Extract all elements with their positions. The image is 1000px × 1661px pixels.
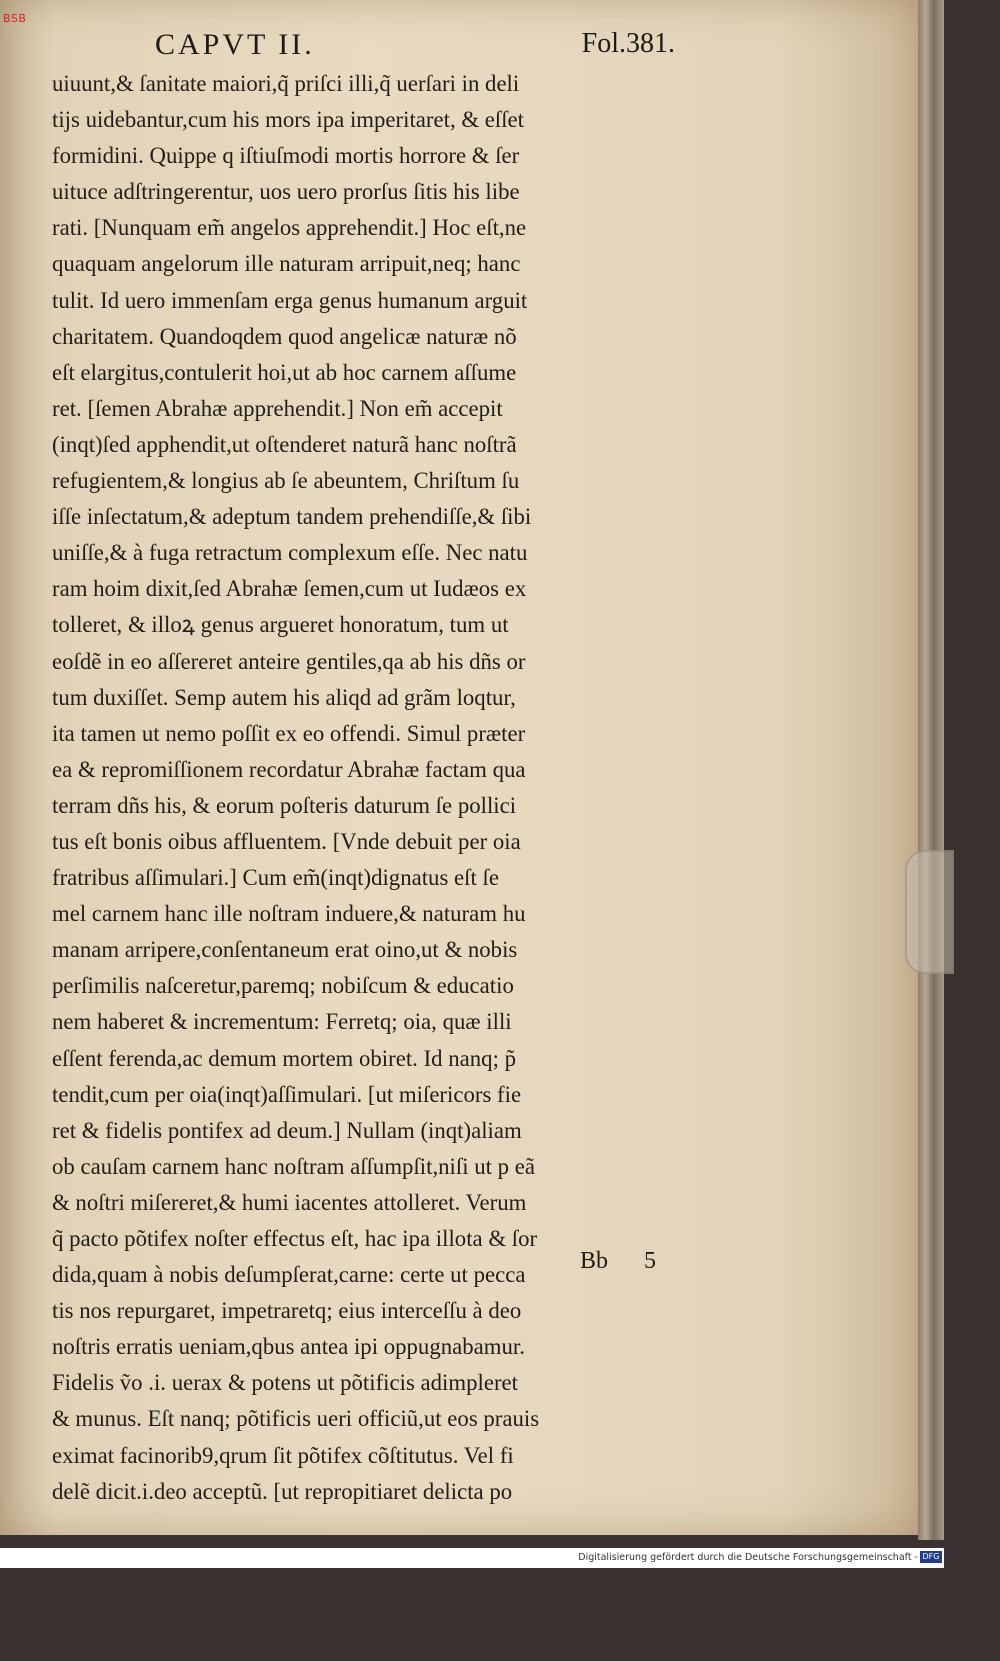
text-line: uituce adſtringerentur, uos uero prorſus ſitis his libe — [52, 179, 520, 205]
text-line: noſtris erratis ueniam,qbus antea ipi oppugnabamur. — [52, 1334, 525, 1360]
text-line: & noſtri miſereret,& humi iacentes attolleret. Verum — [52, 1189, 527, 1215]
text-line: tum duxiſſet. Semp autem his aliqd ad grãm loqtur, — [52, 684, 516, 710]
text-line: quaquam angelorum ille naturam arripuit,neq; hanc — [52, 251, 521, 277]
text-line: tulit. Id uero immenſam erga genus humanum arguit — [52, 287, 528, 313]
text-line: tus eſt bonis oibus affluentem. [Vnde debuit per oia — [52, 828, 521, 854]
text-line: (inqt)ſed apphendit,ut oſtenderet naturã hanc noſtrã — [52, 431, 517, 457]
text-line: tendit,cum per oia(inqt)aſſimulari. [ut miſericors fie — [52, 1081, 522, 1107]
text-line: Fidelis ṽo .i. uerax & potens ut põtificis adimpleret — [52, 1370, 518, 1396]
text-line: ita tamen ut nemo poſſit ex eo offendi. Simul præter — [52, 720, 526, 746]
text-line: delẽ dicit.i.deo acceptũ. [ut repropitiaret delicta po — [52, 1478, 513, 1504]
text-line: uiuunt,& ſanitate maiori,q̃ priſci illi,q̃ uerſari in deli — [52, 71, 520, 96]
dfg-logo: DFG — [920, 1551, 942, 1563]
text-line: terram dñs his, & eorum poſteris daturum ſe pollici — [52, 792, 517, 818]
text-line: tis nos repurgaret, impetraretq; eius interceſſu à deo — [52, 1298, 522, 1324]
text-line: manam arripere,conſentaneum erat oino,ut & nobis — [52, 937, 518, 963]
text-line: rati. [Nunquam em̃ angelos apprehendit.] Hoc eſt,ne — [52, 215, 527, 241]
text-line: uniſſe,& à fuga retractum complexum eſſe. Nec natu — [52, 540, 528, 566]
text-line: charitatem. Quandoqdem quod angelicæ naturæ nõ — [52, 323, 517, 349]
text-line: mel carnem hanc ille noſtram induere,& naturam hu — [52, 901, 526, 927]
library-watermark: BSB — [3, 12, 27, 25]
text-line: iſſe inſectatum,& adeptum tandem prehendiſſe,& ſibi — [52, 504, 532, 530]
text-line: ea & repromiſſionem recordatur Abrahæ factam qua — [52, 756, 526, 782]
text-line: eſt elargitus,contulerit hoi,ut ab hoc carnem aſſume — [52, 359, 517, 385]
footer-bar — [0, 1548, 944, 1568]
text-line: fratribus aſſimulari.] Cum em̃(inqt)dignatus eſt ſe — [52, 865, 499, 891]
text-line: refugientem,& longius ab ſe abeuntem, Chriſtum ſu — [52, 468, 520, 494]
text-line: q̃ pacto põtifex noſter effectus eſt, hac ipa illota & ſor — [52, 1226, 538, 1251]
text-line: eſſent ferenda,ac demum mortem obiret. Id nanq; p̃ — [52, 1045, 516, 1071]
page-header — [155, 28, 675, 64]
text-line: eoſdẽ in eo aſſereret anteire gentiles,qa ab his dñs or — [52, 648, 526, 674]
funding-credit: Digitalisierung gefördert durch die Deutsche Forschungsgemeinschaft - — [578, 1552, 918, 1563]
page-clip — [905, 850, 954, 974]
text-line: tijs uidebantur,cum his mors ipa imperitaret, & eſſet — [52, 107, 525, 133]
text-line: perſimilis naſceretur,paremq; nobiſcum & educatio — [52, 973, 514, 999]
text-line: nem haberet & incrementum: Ferretq; oia, quæ illi — [52, 1009, 512, 1035]
text-line: tolleret, & illoꝝ genus argueret honoratum, tum ut — [52, 612, 509, 638]
text-line: ret & fidelis pontifex ad deum.] Nullam (inqt)aliam — [52, 1117, 522, 1143]
text-line: formidini. Quippe q iſtiuſmodi mortis horrore & ſer — [52, 143, 520, 169]
folio-number: Fol.381. — [581, 28, 675, 59]
text-line: dida,quam à nobis deſumpſerat,carne: certe ut pecca — [52, 1262, 526, 1288]
text-line: ram hoim dixit,ſed Abrahæ ſemen,cum ut Iudæos ex — [52, 576, 527, 602]
text-line: & munus. Eſt nanq; põtificis ueri officiũ,ut eos prauis — [52, 1406, 540, 1432]
body-text — [52, 66, 752, 1510]
text-line: eximat facinorib9,qrum ſit põtifex cõſtitutus. Vel fi — [52, 1442, 514, 1468]
text-line: ret. [ſemen Abrahæ apprehendit.] Non em̃ accepit — [52, 395, 503, 421]
page-edge-stack — [918, 0, 944, 1540]
text-line: ob cauſam carnem hanc noſtram aſſumpſit,niſi ut p eã — [52, 1153, 536, 1179]
running-head: CAPVT II. — [155, 28, 315, 61]
signature-mark: Bb 5 — [580, 1248, 657, 1274]
